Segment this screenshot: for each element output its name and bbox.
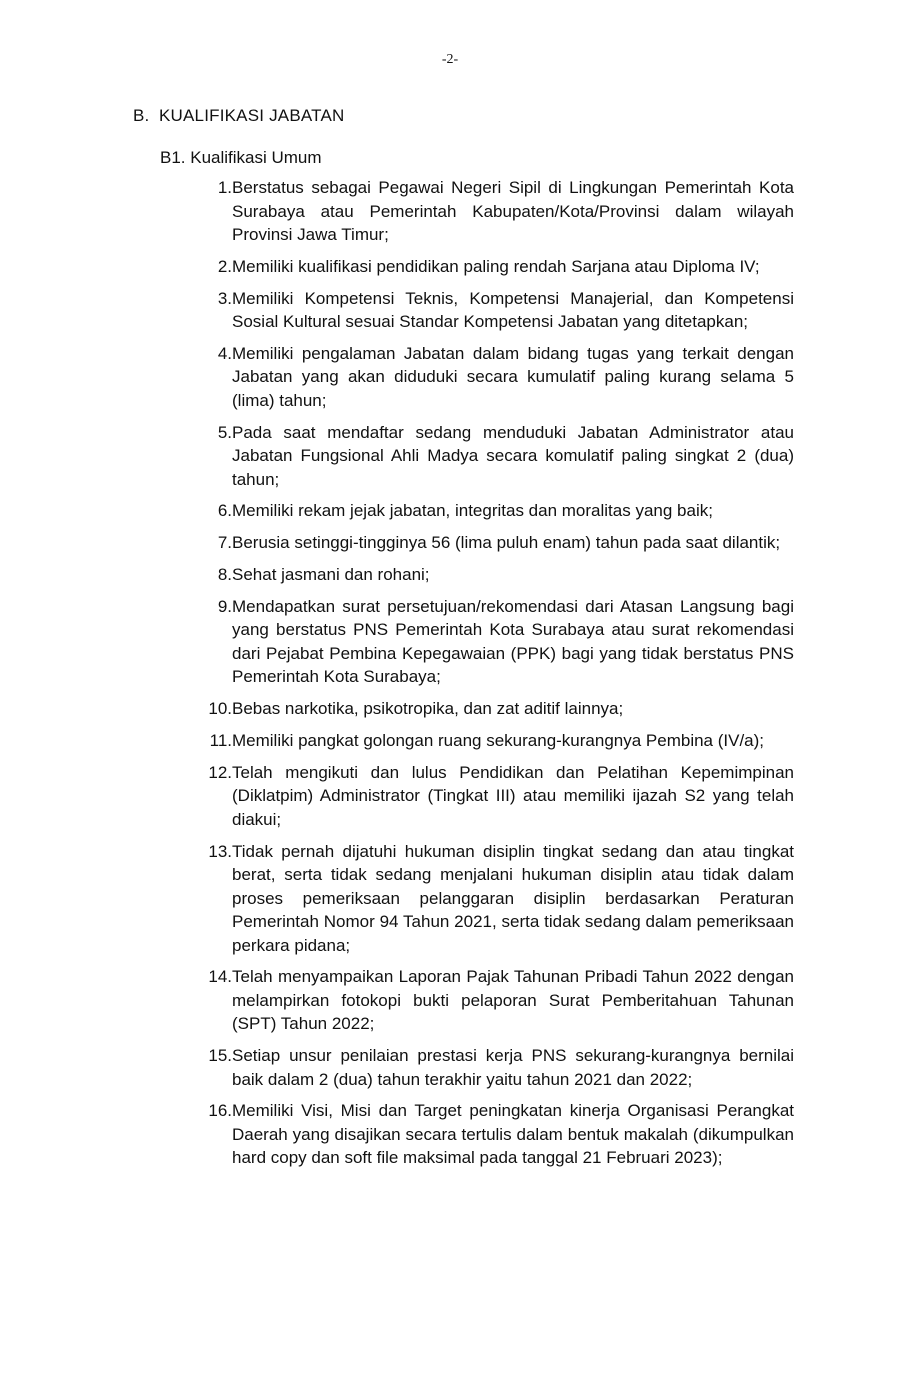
item-number-cell (194, 595, 232, 689)
item-number: 9. (217, 596, 232, 616)
item-text: Memiliki pengalaman Jabatan dalam bidang tugas yang terkait dengan Jabatan yang akan diduduki secara kumulatif paling kurang selama 5 (lima) tahun; (232, 343, 794, 410)
list-item (194, 421, 794, 492)
list-item (194, 176, 794, 247)
list-item (194, 1099, 794, 1170)
item-number-cell (194, 1044, 232, 1091)
item-number-cell (194, 287, 232, 334)
item-text: Memiliki Visi, Misi dan Target peningkatan kinerja Organisasi Perangkat Daerah yang disajikan secara tertulis dalam bentuk makalah (dikumpulkan hard copy dan soft file maksimal pada tanggal 21 Februari 2023); (232, 1101, 794, 1168)
item-text: Berstatus sebagai Pegawai Negeri Sipil di Lingkungan Pemerintah Kota Surabaya atau Pemerintah Kabupaten/Kota/Provinsi dalam wilayah Provinsi Jawa Timur; (232, 178, 794, 244)
item-text: Pada saat mendaftar sedang menduduki Jabatan Administrator atau Jabatan Fungsional Ahli Madya secara komulatif paling singkat 2 (dua) tahun; (232, 422, 794, 489)
item-text: Memiliki kualifikasi pendidikan paling rendah Sarjana atau Diploma IV; (232, 256, 760, 276)
item-text: Mendapatkan surat persetujuan/rekomendasi dari Atasan Langsung bagi yang berstatus PNS Pemerintah Kota Surabaya atau surat rekomendasi dari Pejabat Pembina Kepegawaian (PPK) bagi yang tidak berstatus PNS Pemerintah Kota Surabaya; (232, 596, 794, 687)
subsection-heading: B1. Kualifikasi Umum (160, 148, 322, 167)
item-text: Tidak pernah dijatuhi hukuman disiplin tingkat sedang dan atau tingkat berat, serta tidak sedang menjalani hukuman disiplin atau tidak dalam proses pemeriksaan pelanggaran disiplin berdasarkan Peraturan Pemerintah Nomor 94 Tahun 2021, serta tidak sedang dalam pemeriksaan perkara pidana; (232, 841, 794, 955)
list-item (194, 761, 794, 832)
list-item (194, 1044, 794, 1091)
list-item (194, 697, 794, 721)
qualification-list (194, 176, 794, 1178)
item-number: 5. (217, 422, 232, 442)
item-number-cell (194, 1099, 232, 1170)
item-number: 6. (217, 501, 232, 521)
item-number: 10. (208, 699, 232, 719)
item-number-cell (194, 255, 232, 279)
list-item (194, 255, 794, 279)
item-text: Telah menyampaikan Laporan Pajak Tahunan Pribadi Tahun 2022 dengan melampirkan fotokopi bukti pelaporan Surat Pemberitahuan Tahunan (SPT) Tahun 2022; (232, 967, 794, 1034)
page-number: -2- (441, 52, 459, 67)
item-number: 4. (217, 343, 232, 363)
list-item (194, 965, 794, 1036)
item-number: 15. (208, 1046, 232, 1066)
item-number: 16. (208, 1101, 232, 1121)
item-number-cell (194, 499, 232, 523)
item-number-cell (194, 697, 232, 721)
item-number-cell (194, 531, 232, 555)
item-number: 7. (217, 533, 232, 553)
item-number-cell (194, 840, 232, 958)
section-letter: B. (133, 106, 150, 125)
item-number: 11. (209, 730, 232, 750)
item-number: 8. (217, 565, 232, 585)
item-number: 14. (208, 967, 232, 987)
item-number-cell (194, 761, 232, 832)
list-item (194, 499, 794, 523)
list-item (194, 342, 794, 413)
item-text: Memiliki rekam jejak jabatan, integritas dan moralitas yang baik; (232, 501, 713, 521)
item-number-cell (194, 729, 232, 753)
section-title: KUALIFIKASI JABATAN (159, 106, 345, 125)
item-text: Setiap unsur penilaian prestasi kerja PNS sekurang-kurangnya bernilai baik dalam 2 (dua) tahun terakhir yaitu tahun 2021 dan 2022; (232, 1046, 794, 1089)
list-item (194, 729, 794, 753)
item-number: 13. (208, 841, 232, 861)
list-item (194, 287, 794, 334)
item-text: Memiliki pangkat golongan ruang sekurang-kurangnya Pembina (IV/a); (232, 730, 765, 750)
item-text: Sehat jasmani dan rohani; (232, 565, 430, 585)
item-number: 12. (208, 762, 232, 782)
item-number: 3. (217, 288, 232, 308)
item-number-cell (194, 176, 232, 247)
item-number: 2. (217, 256, 232, 276)
list-item (194, 531, 794, 555)
list-item (194, 563, 794, 587)
item-number-cell (194, 342, 232, 413)
list-item (194, 595, 794, 689)
section-heading (133, 106, 345, 126)
item-number-cell (194, 965, 232, 1036)
item-number-cell (194, 563, 232, 587)
item-number-cell (194, 421, 232, 492)
item-text: Telah mengikuti dan lulus Pendidikan dan Pelatihan Kepemimpinan (Diklatpim) Administrator (Tingkat III) atau memiliki ijazah S2 yang telah diakui; (232, 762, 794, 829)
item-text: Berusia setinggi-tingginya 56 (lima puluh enam) tahun pada saat dilantik; (232, 533, 781, 553)
item-text: Bebas narkotika, psikotropika, dan zat aditif lainnya; (232, 699, 624, 719)
item-number: 1. (217, 178, 232, 197)
list-item (194, 840, 794, 958)
item-text: Memiliki Kompetensi Teknis, Kompetensi Manajerial, dan Kompetensi Sosial Kultural sesuai Standar Kompetensi Jabatan yang ditetapkan; (232, 288, 794, 332)
